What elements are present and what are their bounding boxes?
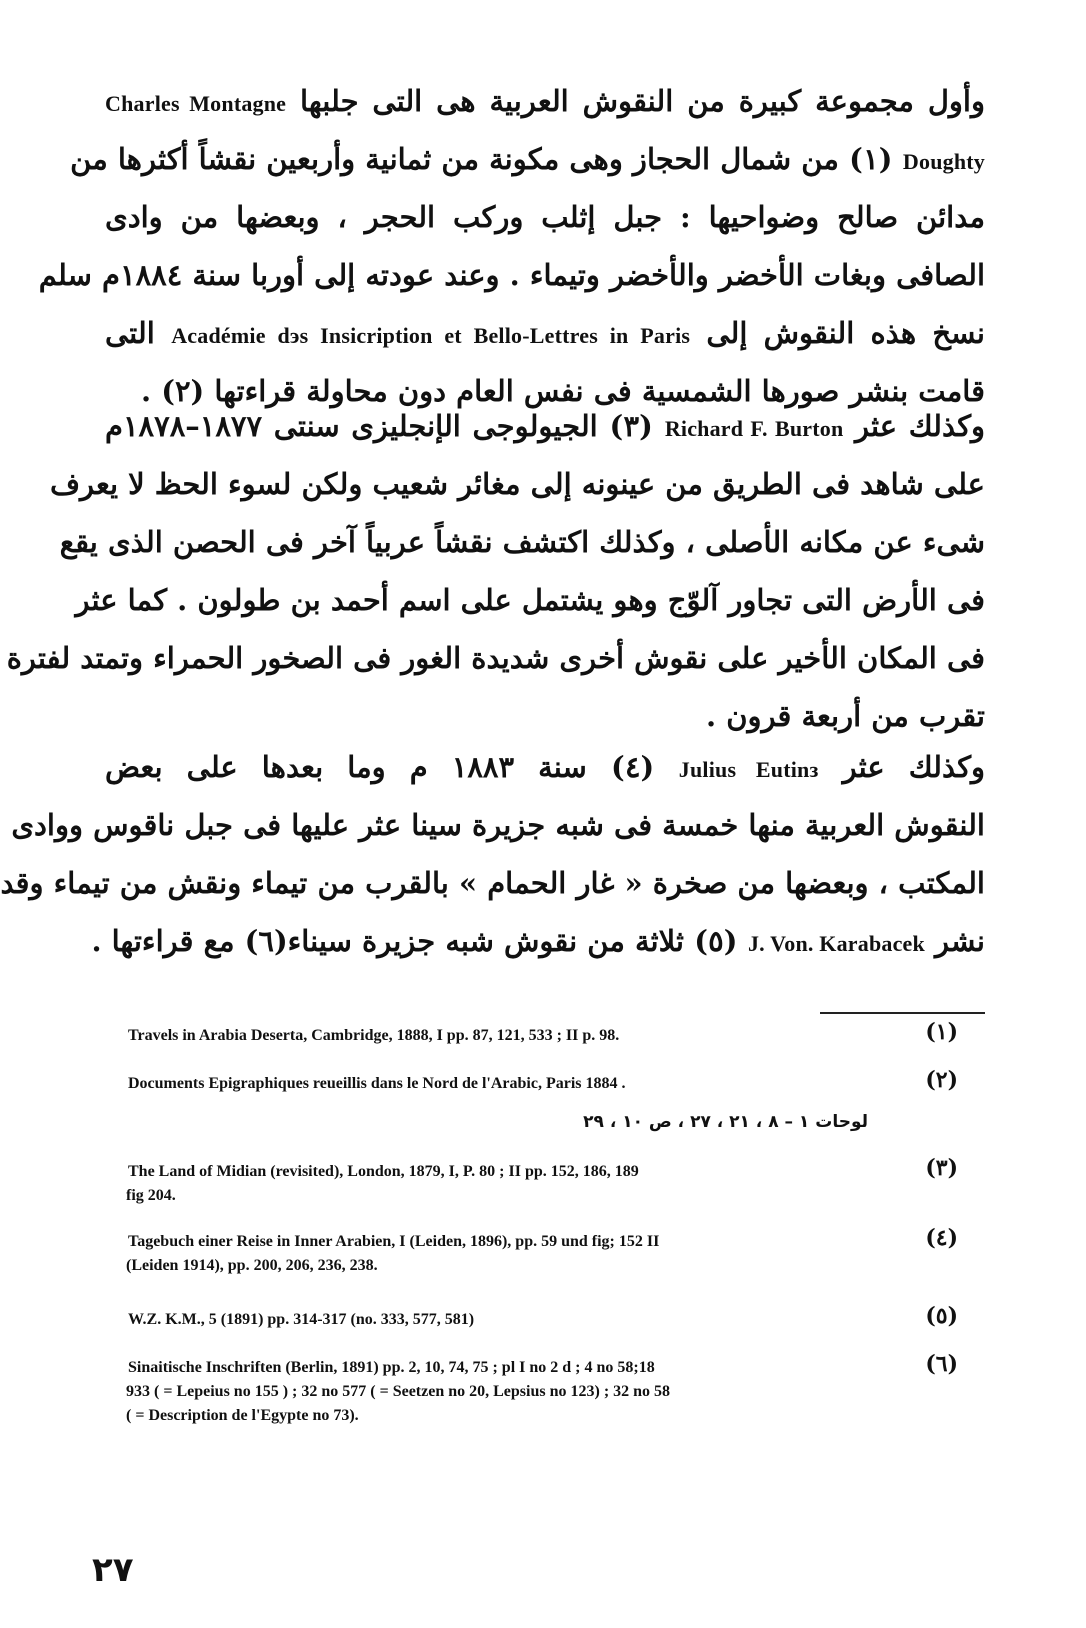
arabic-text: الصافى وبغات الأخضر والأخضر وتيماء . وعند عودته إلى أوربا سنة ١٨٨٤م سلم bbox=[38, 258, 985, 292]
arabic-text: وكذلك عثر bbox=[843, 409, 986, 443]
footnote-5 bbox=[128, 1303, 958, 1332]
arabic-text: على شاهد فى الطريق من عينونه إلى مغائر شعيب ولكن لسوء الحظ لا يعرف bbox=[49, 467, 985, 501]
paragraph-1 bbox=[38, 72, 985, 420]
footnote-text: Documents Epigraphiques reueillis dans le Nord de l'Arabic, Paris 1884 . bbox=[128, 1075, 626, 1092]
footnote-continuation: ( = Description de l'Egypte no 73). bbox=[126, 1407, 359, 1424]
latin-name: Doughty bbox=[902, 149, 985, 174]
arabic-text: فى الأرض التى تجاور آلوّج وهو يشتمل على اسم أحمد بن طولون . كما عثر bbox=[75, 583, 985, 617]
arabic-text: وأول مجموعة كبيرة من النقوش العربية هى التى جلبها bbox=[286, 84, 985, 118]
text-line bbox=[105, 304, 985, 362]
footnote-number: (١) bbox=[925, 1019, 958, 1045]
arabic-text: (٤) سنة ١٨٨٣ م وما بعدها على بعض bbox=[105, 750, 679, 784]
text-line bbox=[91, 912, 985, 970]
arabic-text: شىء عن مكانه الأصلى ، وكذلك اكتشف نقشاً عربياً آخر فى الحصن الذى يقع bbox=[59, 525, 985, 559]
arabic-text: (٥) ثلاثة من نقوش شبه جزيرة سيناء(٦) مع قراءتها . bbox=[91, 924, 748, 958]
footnote-2-arabic-plates: لوحات ١ – ٨ ، ٢١ ، ٢٧ ، ص ١٠ ، ٢٩ bbox=[583, 1112, 868, 1132]
text-line bbox=[105, 687, 985, 745]
text-line bbox=[105, 188, 985, 246]
text-line bbox=[11, 796, 985, 854]
arabic-text: تقرب من أربعة قرون . bbox=[706, 699, 985, 733]
arabic-text: (١) من شمال الحجاز وهى مكونة من ثمانية وأربعين نقشاً أكثرها من bbox=[70, 142, 903, 176]
arabic-text: مدائن صالح وضواحيها : جبل إثلب وركب الحجر ، وبعضها من وادى bbox=[105, 200, 985, 234]
arabic-text: قامت بنشر صورها الشمسية فى نفس العام دون محاولة قراءتها (٢) . bbox=[141, 374, 985, 408]
paragraph-2 bbox=[6, 397, 986, 745]
footnote-number: (٢) bbox=[925, 1067, 958, 1093]
footnote-text: Travels in Arabia Deserta, Cambridge, 1888, I pp. 87, 121, 533 ; II p. 98. bbox=[128, 1027, 620, 1044]
arabic-text: فى المكان الأخير على نقوش أخرى شديدة الغور فى الصخور الحمراء وتمتد لفترة bbox=[6, 641, 985, 675]
latin-name: J. Von. Karabacek bbox=[747, 931, 925, 956]
page-number: ٢٧ bbox=[92, 1550, 134, 1590]
footnote-2 bbox=[128, 1067, 958, 1096]
footnote-text: W.Z. K.M., 5 (1891) pp. 314-317 (no. 333, 577, 581) bbox=[128, 1311, 475, 1328]
footnote-text: Tagebuch einer Reise in Inner Arabien, I (Leiden, 1896), pp. 59 und fig; 152 II bbox=[128, 1233, 660, 1250]
arabic-text: وكذلك عثر bbox=[818, 750, 986, 784]
footnote-number: (٤) bbox=[925, 1225, 958, 1251]
text-line bbox=[49, 455, 985, 513]
footnote-text: The Land of Midian (revisited), London, 1879, I, P. 80 ; II pp. 152, 186, 189 bbox=[128, 1163, 639, 1180]
text-line bbox=[105, 397, 985, 455]
footnote-divider bbox=[820, 1012, 985, 1014]
latin-name: Julius Eutinз bbox=[678, 757, 819, 782]
footnote-continuation: (Leiden 1914), pp. 200, 206, 236, 238. bbox=[126, 1257, 378, 1274]
footnote-number: (٦) bbox=[925, 1351, 958, 1377]
footnote-1 bbox=[128, 1019, 958, 1048]
footnote-number: (٥) bbox=[925, 1303, 958, 1329]
arabic-text: التى bbox=[105, 316, 172, 350]
latin-name: Académie dэs Insicription et Bello-Lettres in Paris bbox=[171, 323, 691, 348]
paragraph-3 bbox=[0, 738, 986, 970]
footnote-continuation: 933 ( = Lepeius no 155 ) ; 32 no 577 ( = Seetzen no 20, Lepsius no 123) ; 32 no 58 bbox=[126, 1383, 671, 1400]
text-line bbox=[105, 738, 985, 796]
footnote-text: Sinaitische Inschriften (Berlin, 1891) pp. 2, 10, 74, 75 ; pl I no 2 d ; 4 no 58;18 bbox=[128, 1359, 655, 1376]
arabic-text: نشر bbox=[924, 924, 985, 958]
footnote-number: (٣) bbox=[925, 1155, 958, 1181]
arabic-text: نسخ هذه النقوش إلى bbox=[690, 316, 985, 350]
footnote-continuation: fig 204. bbox=[126, 1187, 176, 1204]
arabic-text: المكتب ، وبعضها من صخرة « غار الحمام » بالقرب من تيماء ونقش من تيماء وقد bbox=[0, 866, 985, 900]
footnote-4 bbox=[126, 1225, 958, 1278]
latin-name: Richard F. Burton bbox=[664, 416, 844, 441]
arabic-text: النقوش العربية منها خمسة فى شبه جزيرة سينا عثر عليها فى جبل ناقوس ووادى bbox=[11, 808, 985, 842]
text-line bbox=[0, 854, 985, 912]
text-line bbox=[38, 246, 985, 304]
latin-name: Charles Montagne bbox=[105, 91, 287, 116]
text-line bbox=[6, 629, 985, 687]
footnote-6 bbox=[126, 1351, 958, 1428]
arabic-text: (٣) الجيولوجى الإنجليزى سنتى ١٨٧٧–١٨٧٨م bbox=[105, 409, 665, 443]
text-line bbox=[70, 130, 985, 188]
text-line bbox=[59, 513, 985, 571]
text-line bbox=[105, 72, 985, 130]
text-line bbox=[75, 571, 985, 629]
footnote-3 bbox=[126, 1155, 958, 1208]
